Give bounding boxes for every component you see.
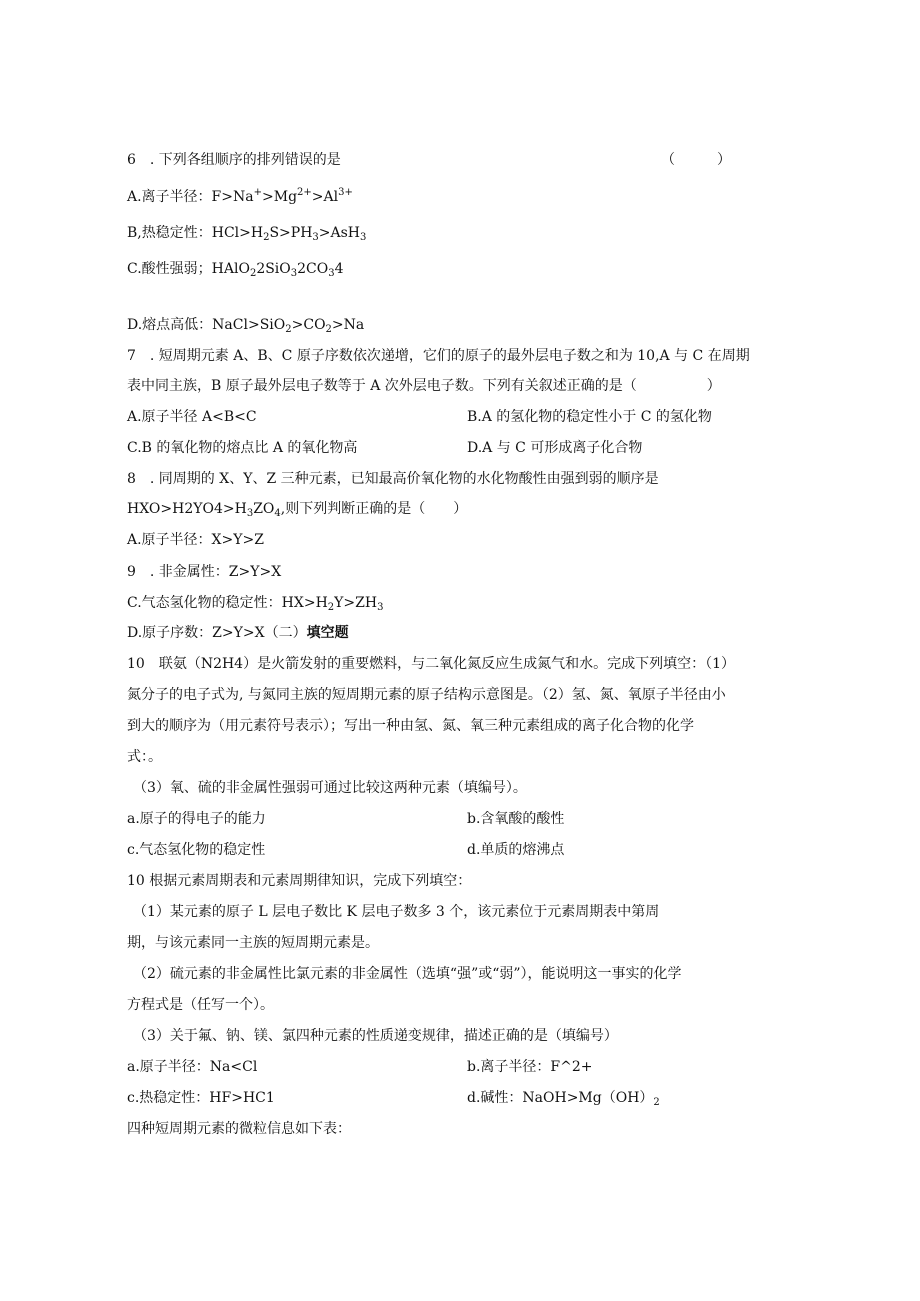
- q6-option-d: D.熔点高低：$NaCl>SiO_2>CO_2>Na$: [127, 317, 365, 335]
- q9-line: 9 . 非金属性：Z>Y>X: [127, 564, 282, 580]
- q10a-option-d: d.单质的熔沸点: [467, 842, 565, 858]
- q10a-option-a: a.原子的得电子的能力: [127, 811, 266, 827]
- table-intro-line: 四种短周期元素的微粒信息如下表：: [127, 1121, 351, 1137]
- q10b-option-d: d.碱性：$NaOH>Mg(OH)_2$: [467, 1090, 660, 1108]
- q10a-line1: 10 联氨（N2H4）是火箭发射的重要燃料，与二氧化氮反应生成氮气和水。完成下列填空：（1）: [127, 656, 735, 672]
- q6-option-b: B,热稳定性：$HCl>H_2S>PH_3>AsH_3$: [127, 225, 367, 243]
- q7-option-c: C.B 的氧化物的熔点比 A 的氧化物高: [127, 440, 358, 456]
- q6-answer-paren: （ ）: [661, 152, 731, 168]
- q10a-line4: 式：。: [127, 749, 162, 765]
- q6-stem: 6 . 下列各组顺序的排列错误的是: [127, 152, 341, 168]
- q10b-option-b: b.离子半径：F^2+: [467, 1059, 593, 1075]
- q7-stem-line2: 表中同主族，B 原子最外层电子数等于 A 次外层电子数。下列有关叙述正确的是（ ）: [127, 378, 721, 394]
- q8-stem-line1: 8 . 同周期的 X、Y、Z 三种元素，已知最高价氧化物的水化物酸性由强到弱的顺序是: [127, 471, 659, 487]
- q10a-line2: 氮分子的电子式为, 与氮同主族的短周期元素的原子结构示意图是。（2）氢、氮、氧原子半径由小: [127, 687, 726, 703]
- q9-option-d: [127, 624, 349, 642]
- q8-stem-line2: $HXO>H2YO4>H_3ZO_4$,则下列判断正确的是（ ）: [127, 501, 468, 519]
- q8-option-a: A.原子半径：X>Y>Z: [127, 532, 264, 548]
- q10a-option-b: b.含氧酸的酸性: [467, 811, 565, 827]
- q9-option-d-text: D.原子序数：Z>Y>X（二）: [127, 625, 307, 641]
- q10b-subquestion-2-line1: （2）硫元素的非金属性比氯元素的非金属性（选填“强”或“弱”），能说明这一事实的化学: [133, 966, 682, 982]
- q10b-subquestion-2-line2: 方程式是（任写一个）。: [127, 997, 274, 1013]
- q10a-subquestion-3: （3）氧、硫的非金属性强弱可通过比较这两种元素（填编号）。: [133, 780, 527, 796]
- q10a-line3: 到大的顺序为（用元素符号表示）；写出一种由氢、氮、氧三种元素组成的离子化合物的化学: [127, 718, 694, 734]
- q10b-subquestion-1-line1: （1）某元素的原子 L 层电子数比 K 层电子数多 3 个，该元素位于元素周期表中第周: [133, 904, 660, 920]
- q10b-subquestion-1-line2: 期，与该元素同一主族的短周期元素是。: [127, 935, 379, 951]
- q10b-option-c: c.热稳定性：HF>HC1: [127, 1090, 275, 1106]
- q10b-line1: 10 根据元素周期表和元素周期律知识，完成下列填空：: [127, 873, 472, 889]
- q10b-subquestion-3: （3）关于氟、钠、镁、氯四种元素的性质递变规律，描述正确的是（填编号）: [133, 1028, 618, 1044]
- q10a-option-c: c.气态氢化物的稳定性: [127, 842, 266, 858]
- q7-option-a: A.原子半径 A<B<C: [127, 409, 257, 425]
- q9-option-c: C.气态氢化物的稳定性：$HX>H_2Y>ZH_3$: [127, 595, 384, 613]
- q6-option-c: C.酸性强弱；$HAlO_22SiO_32CO_34$: [127, 261, 344, 279]
- q7-option-d: D.A 与 C 可形成离子化合物: [467, 440, 643, 456]
- section-heading-fill-blank: 填空题: [306, 625, 349, 641]
- q6-option-a: A.离子半径：$F>Na^+>Mg^{2+}>Al^{3+}$: [127, 187, 353, 205]
- q10b-option-a: a.原子半径：Na<Cl: [127, 1059, 258, 1075]
- q7-option-b: B.A 的氢化物的稳定性小于 C 的氢化物: [467, 409, 712, 425]
- q7-stem-line1: 7 . 短周期元素 A、B、C 原子序数依次递增，它们的原子的最外层电子数之和为 10,A 与 C 在周期: [127, 348, 750, 364]
